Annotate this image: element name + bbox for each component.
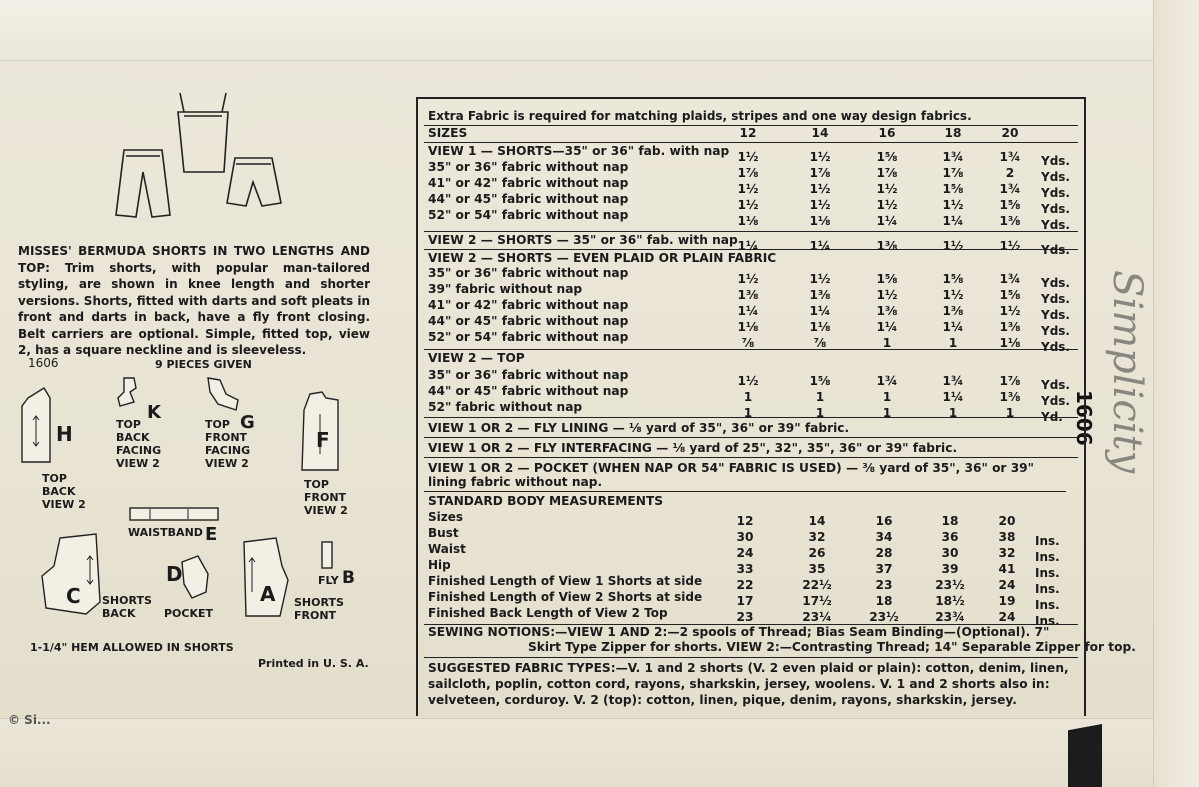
side-pattern-number: 1606 xyxy=(1072,390,1096,446)
measurement-row-label: Finished Length of View 2 Shorts at side xyxy=(428,590,703,604)
measurement-cell: 23 xyxy=(736,610,754,624)
measurement-unit: Ins. xyxy=(1035,614,1060,628)
piece-letter-h: H xyxy=(56,422,73,446)
yardage-cell: 1⅝ xyxy=(876,272,898,286)
yardage-cell: 1 xyxy=(1005,406,1015,420)
yardage-cell: 1⅞ xyxy=(737,166,759,180)
yardage-unit: Yds. xyxy=(1041,340,1070,354)
yardage-unit: Yds. xyxy=(1041,394,1070,408)
fly-interfacing: VIEW 1 OR 2 — FLY INTERFACING — ⅛ yard of 25", 32", 35", 36" or 39" fabric. xyxy=(428,441,958,455)
piece-letter-e: E xyxy=(205,524,218,545)
yardage-cell: 1⅛ xyxy=(809,320,831,334)
measurement-row-label: Bust xyxy=(428,526,459,540)
yardage-cell: 1¼ xyxy=(737,304,759,318)
yardage-cell: 1¼ xyxy=(876,214,898,228)
yardage-cell: 1¼ xyxy=(942,320,964,334)
yardage-row-label: VIEW 1 — SHORTS—35" or 36" fab. with nap xyxy=(428,144,730,158)
yardage-cell: 2 xyxy=(1005,166,1015,180)
measurement-cell: 34 xyxy=(875,530,893,544)
yardage-cell: 1 xyxy=(882,406,892,420)
yardage-cell: 1⅛ xyxy=(809,214,831,228)
measurement-cell: 32 xyxy=(808,530,826,544)
measurement-row-label: Waist xyxy=(428,542,466,556)
yardage-row-label: VIEW 2 — TOP xyxy=(428,351,525,365)
measurement-cell: 14 xyxy=(808,514,826,528)
size-header-cell: 14 xyxy=(811,126,829,140)
measurement-cell: 17½ xyxy=(802,594,832,608)
fabric-types-line-1: SUGGESTED FABRIC TYPES:—V. 1 and 2 shorts (V. 2 even plaid or plain): cotton, denim, linen, xyxy=(428,661,1069,675)
yardage-cell: 1 xyxy=(815,406,825,420)
yardage-cell: 1⅝ xyxy=(942,272,964,286)
measurement-cell: 18½ xyxy=(935,594,965,608)
yardage-row-label: 52" or 54" fabric without nap xyxy=(428,330,629,344)
yardage-cell: 1¾ xyxy=(999,272,1021,286)
printed-note: Printed in U. S. A. xyxy=(258,657,369,670)
rule xyxy=(424,457,1078,458)
hem-note: 1-1/4" HEM ALLOWED IN SHORTS xyxy=(30,641,234,654)
yardage-cell: 1⅜ xyxy=(809,288,831,302)
yardage-unit: Yd. xyxy=(1041,410,1063,424)
yardage-unit: Yds. xyxy=(1041,378,1070,392)
fly-lining: VIEW 1 OR 2 — FLY LINING — ⅛ yard of 35", 36" or 39" fabric. xyxy=(428,421,850,435)
yardage-row-label: 52" fabric without nap xyxy=(428,400,583,414)
yardage-unit: Yds. xyxy=(1041,202,1070,216)
yardage-unit: Yds. xyxy=(1041,170,1070,184)
measurement-cell: 23¼ xyxy=(802,610,832,624)
yardage-cell: 1⅛ xyxy=(737,214,759,228)
yardage-cell: 1¼ xyxy=(942,214,964,228)
piece-letter-g: G xyxy=(240,412,255,433)
pocket-line-2: lining fabric without nap. xyxy=(428,475,603,489)
yardage-cell: ⅞ xyxy=(813,336,827,350)
measurement-row-label: Hip xyxy=(428,558,451,572)
yardage-unit: Yds. xyxy=(1041,243,1070,257)
measurement-unit: Ins. xyxy=(1035,550,1060,564)
description xyxy=(18,243,370,359)
yardage-cell: 1⅜ xyxy=(999,390,1021,404)
yardage-cell: ⅞ xyxy=(741,336,755,350)
yardage-row-label: 35" or 36" fabric without nap xyxy=(428,368,629,382)
measurement-unit: Ins. xyxy=(1035,566,1060,580)
yardage-unit: Yds. xyxy=(1041,324,1070,338)
yardage-cell: 1 xyxy=(948,336,958,350)
measurement-cell: 37 xyxy=(875,562,893,576)
yardage-cell: 1 xyxy=(948,406,958,420)
yardage-cell: 1⅜ xyxy=(999,320,1021,334)
brand-logo: Simplicity xyxy=(1104,270,1150,474)
yardage-row-label: 44" or 45" fabric without nap xyxy=(428,314,629,328)
measurement-cell: 22 xyxy=(736,578,754,592)
yardage-cell: 1⅛ xyxy=(737,320,759,334)
measurement-cell: 28 xyxy=(875,546,893,560)
yardage-cell: 1½ xyxy=(737,374,759,388)
fabric-types-line-2: sailcloth, poplin, cotton cord, rayons, sharkskin, jersey, woolens. V. 1 and 2 shorts also in: xyxy=(428,677,1050,691)
yardage-cell: 1¾ xyxy=(942,150,964,164)
yardage-cell: 1⅜ xyxy=(876,239,898,253)
yardage-cell: 1⅜ xyxy=(942,304,964,318)
left-panel xyxy=(0,0,410,787)
measurement-cell: 18 xyxy=(941,514,959,528)
yardage-cell: 1⅛ xyxy=(999,336,1021,350)
measurement-cell: 20 xyxy=(998,514,1016,528)
yardage-cell: 1½ xyxy=(999,239,1021,253)
yardage-cell: 1¾ xyxy=(999,182,1021,196)
yardage-cell: 1½ xyxy=(876,182,898,196)
yardage-cell: 1½ xyxy=(809,198,831,212)
measurement-cell: 23½ xyxy=(869,610,899,624)
piece-label-e: WAISTBAND xyxy=(128,526,203,539)
envelope-right-flap xyxy=(1153,0,1199,787)
measurement-cell: 32 xyxy=(998,546,1016,560)
yardage-cell: 1¾ xyxy=(942,374,964,388)
yardage-cell: 1½ xyxy=(809,150,831,164)
copyright: © Si... xyxy=(8,713,51,727)
yardage-row-label: VIEW 2 — SHORTS — 35" or 36" fab. with nap xyxy=(428,233,738,247)
yardage-cell: 1¼ xyxy=(737,239,759,253)
yardage-cell: 1 xyxy=(743,406,753,420)
yardage-cell: 1½ xyxy=(942,288,964,302)
piece-label-f: TOP FRONT VIEW 2 xyxy=(304,478,348,517)
description-body: Trim shorts, with popular man-tailored styling, are shown in knee length and shorter versions. Shorts, fitted with darts and soft pleats in front and darts in back, have a fly front closing. Belt carriers are optional. Simple, fitted top, view 2, has a square neckline and is sleeveless. xyxy=(18,260,370,357)
pattern-number: 1606 xyxy=(28,356,59,370)
size-header-cell: 16 xyxy=(878,126,896,140)
yardage-cell: 1½ xyxy=(942,239,964,253)
measurement-cell: 24 xyxy=(736,546,754,560)
measurements-title: STANDARD BODY MEASUREMENTS xyxy=(428,494,664,508)
size-header-cell: 12 xyxy=(739,126,757,140)
yardage-cell: 1½ xyxy=(942,198,964,212)
yardage-cell: 1¼ xyxy=(942,390,964,404)
size-header-cell: 20 xyxy=(1001,126,1019,140)
piece-label-k: TOP BACK FACING VIEW 2 xyxy=(116,418,162,470)
yardage-cell: 1¼ xyxy=(809,304,831,318)
measurement-cell: 18 xyxy=(875,594,893,608)
yardage-cell: 1⅝ xyxy=(809,374,831,388)
measurement-cell: 24 xyxy=(998,578,1016,592)
yardage-cell: 1⅝ xyxy=(876,150,898,164)
measurement-cell: 23½ xyxy=(935,578,965,592)
yardage-row-label: 41" or 42" fabric without nap xyxy=(428,176,629,190)
yardage-cell: 1½ xyxy=(876,198,898,212)
yardage-row-label: 39" fabric without nap xyxy=(428,282,583,296)
piece-label-c: SHORTS BACK xyxy=(102,594,152,620)
measurement-row-label: Finished Back Length of View 2 Top xyxy=(428,606,668,620)
yardage-cell: 1¼ xyxy=(809,239,831,253)
yardage-cell: 1½ xyxy=(809,182,831,196)
measurement-unit: Ins. xyxy=(1035,598,1060,612)
notions-line-1: SEWING NOTIONS:—VIEW 1 AND 2:—2 spools of Thread; Bias Seam Binding—(Optional). 7" xyxy=(428,625,1050,639)
envelope-tab xyxy=(1068,724,1102,787)
garment-illustration xyxy=(100,90,290,225)
yardage-row-label: VIEW 2 — SHORTS — EVEN PLAID OR PLAIN FABRIC xyxy=(428,251,777,265)
yardage-cell: 1⅞ xyxy=(999,374,1021,388)
yardage-cell: 1½ xyxy=(876,288,898,302)
rule xyxy=(424,142,1078,143)
piece-label-g: TOP FRONT FACING VIEW 2 xyxy=(205,418,251,470)
measurement-cell: 12 xyxy=(736,514,754,528)
piece-label-h: TOP BACK VIEW 2 xyxy=(42,472,86,511)
measurement-cell: 36 xyxy=(941,530,959,544)
yardage-cell: 1½ xyxy=(737,150,759,164)
measurement-cell: 35 xyxy=(808,562,826,576)
rule xyxy=(424,231,1078,232)
measurement-cell: 16 xyxy=(875,514,893,528)
yardage-unit: Yds. xyxy=(1041,292,1070,306)
notions-line-2: Skirt Type Zipper for shorts. VIEW 2:—Contrasting Thread; 14" Separable Zipper for top. xyxy=(528,640,1136,654)
yardage-cell: 1⅜ xyxy=(737,288,759,302)
yardage-cell: 1¼ xyxy=(876,320,898,334)
yardage-cell: 1½ xyxy=(737,272,759,286)
yardage-cell: 1¾ xyxy=(999,150,1021,164)
piece-letter-b: B xyxy=(342,568,355,588)
yardage-cell: 1½ xyxy=(809,272,831,286)
yardage-row-label: 44" or 45" fabric without nap xyxy=(428,192,629,206)
yardage-unit: Yds. xyxy=(1041,218,1070,232)
yardage-row-label: 41" or 42" fabric without nap xyxy=(428,298,629,312)
extra-fabric-note: Extra Fabric is required for matching plaids, stripes and one way design fabrics. xyxy=(428,109,972,123)
piece-letter-d: D xyxy=(166,562,183,586)
description-title: MISSES' BERMUDA SHORTS IN TWO LENGTHS AND TOP: xyxy=(18,244,370,275)
yardage-cell: 1⅝ xyxy=(942,182,964,196)
measurement-cell: 41 xyxy=(998,562,1016,576)
yardage-row-label: 35" or 36" fabric without nap xyxy=(428,266,629,280)
yardage-row-label: 35" or 36" fabric without nap xyxy=(428,160,629,174)
measurement-cell: 30 xyxy=(736,530,754,544)
size-header-cell: 18 xyxy=(944,126,962,140)
yardage-cell: 1⅞ xyxy=(809,166,831,180)
piece-label-b: FLY xyxy=(318,574,339,587)
sizes-label: SIZES xyxy=(428,126,468,140)
yardage-cell: 1⅜ xyxy=(876,304,898,318)
yardage-cell: 1⅞ xyxy=(942,166,964,180)
pieces-given: 9 PIECES GIVEN xyxy=(155,358,252,371)
measurement-cell: 19 xyxy=(998,594,1016,608)
measurement-cell: 23 xyxy=(875,578,893,592)
yardage-cell: 1¾ xyxy=(876,374,898,388)
measurement-cell: 33 xyxy=(736,562,754,576)
yardage-cell: 1⅞ xyxy=(876,166,898,180)
yardage-cell: 1 xyxy=(882,390,892,404)
yardage-cell: 1 xyxy=(743,390,753,404)
yardage-cell: 1⅝ xyxy=(999,288,1021,302)
piece-label-a: SHORTS FRONT xyxy=(294,596,344,622)
rule xyxy=(424,437,1078,438)
yardage-cell: 1½ xyxy=(737,198,759,212)
yardage-unit: Yds. xyxy=(1041,308,1070,322)
measurement-unit: Ins. xyxy=(1035,582,1060,596)
yardage-row-label: 44" or 45" fabric without nap xyxy=(428,384,629,398)
yardage-unit: Yds. xyxy=(1041,186,1070,200)
yardage-cell: 1 xyxy=(882,336,892,350)
measurement-cell: 17 xyxy=(736,594,754,608)
piece-letter-k: K xyxy=(147,402,161,423)
pocket-line-1: VIEW 1 OR 2 — POCKET (WHEN NAP OR 54" FABRIC IS USED) — ⅜ yard of 35", 36" or 39" xyxy=(428,461,1034,475)
measurement-cell: 24 xyxy=(998,610,1016,624)
piece-letter-c: C xyxy=(66,584,81,608)
yardage-unit: Yds. xyxy=(1041,154,1070,168)
piece-letter-a: A xyxy=(260,582,276,606)
rule xyxy=(424,657,1078,658)
yardage-cell: 1⅜ xyxy=(999,214,1021,228)
yardage-cell: 1⅝ xyxy=(999,198,1021,212)
yardage-cell: 1 xyxy=(815,390,825,404)
measurement-row-label: Sizes xyxy=(428,510,464,524)
measurement-cell: 38 xyxy=(998,530,1016,544)
yardage-cell: 1½ xyxy=(737,182,759,196)
yardage-row-label: 52" or 54" fabric without nap xyxy=(428,208,629,222)
measurement-row-label: Finished Length of View 1 Shorts at side xyxy=(428,574,703,588)
measurement-unit: Ins. xyxy=(1035,534,1060,548)
measurement-cell: 30 xyxy=(941,546,959,560)
piece-letter-f: F xyxy=(316,428,330,452)
fabric-types-line-3: velveteen, corduroy. V. 2 (top): cotton, linen, pique, denim, rayons, sharkskin, jersey. xyxy=(428,693,1017,707)
piece-label-d: POCKET xyxy=(164,607,214,620)
measurement-cell: 39 xyxy=(941,562,959,576)
measurement-cell: 22½ xyxy=(802,578,832,592)
yardage-cell: 1½ xyxy=(999,304,1021,318)
yardage-unit: Yds. xyxy=(1041,276,1070,290)
measurement-cell: 26 xyxy=(808,546,826,560)
rule xyxy=(424,491,1066,492)
measurement-cell: 23¾ xyxy=(935,610,965,624)
